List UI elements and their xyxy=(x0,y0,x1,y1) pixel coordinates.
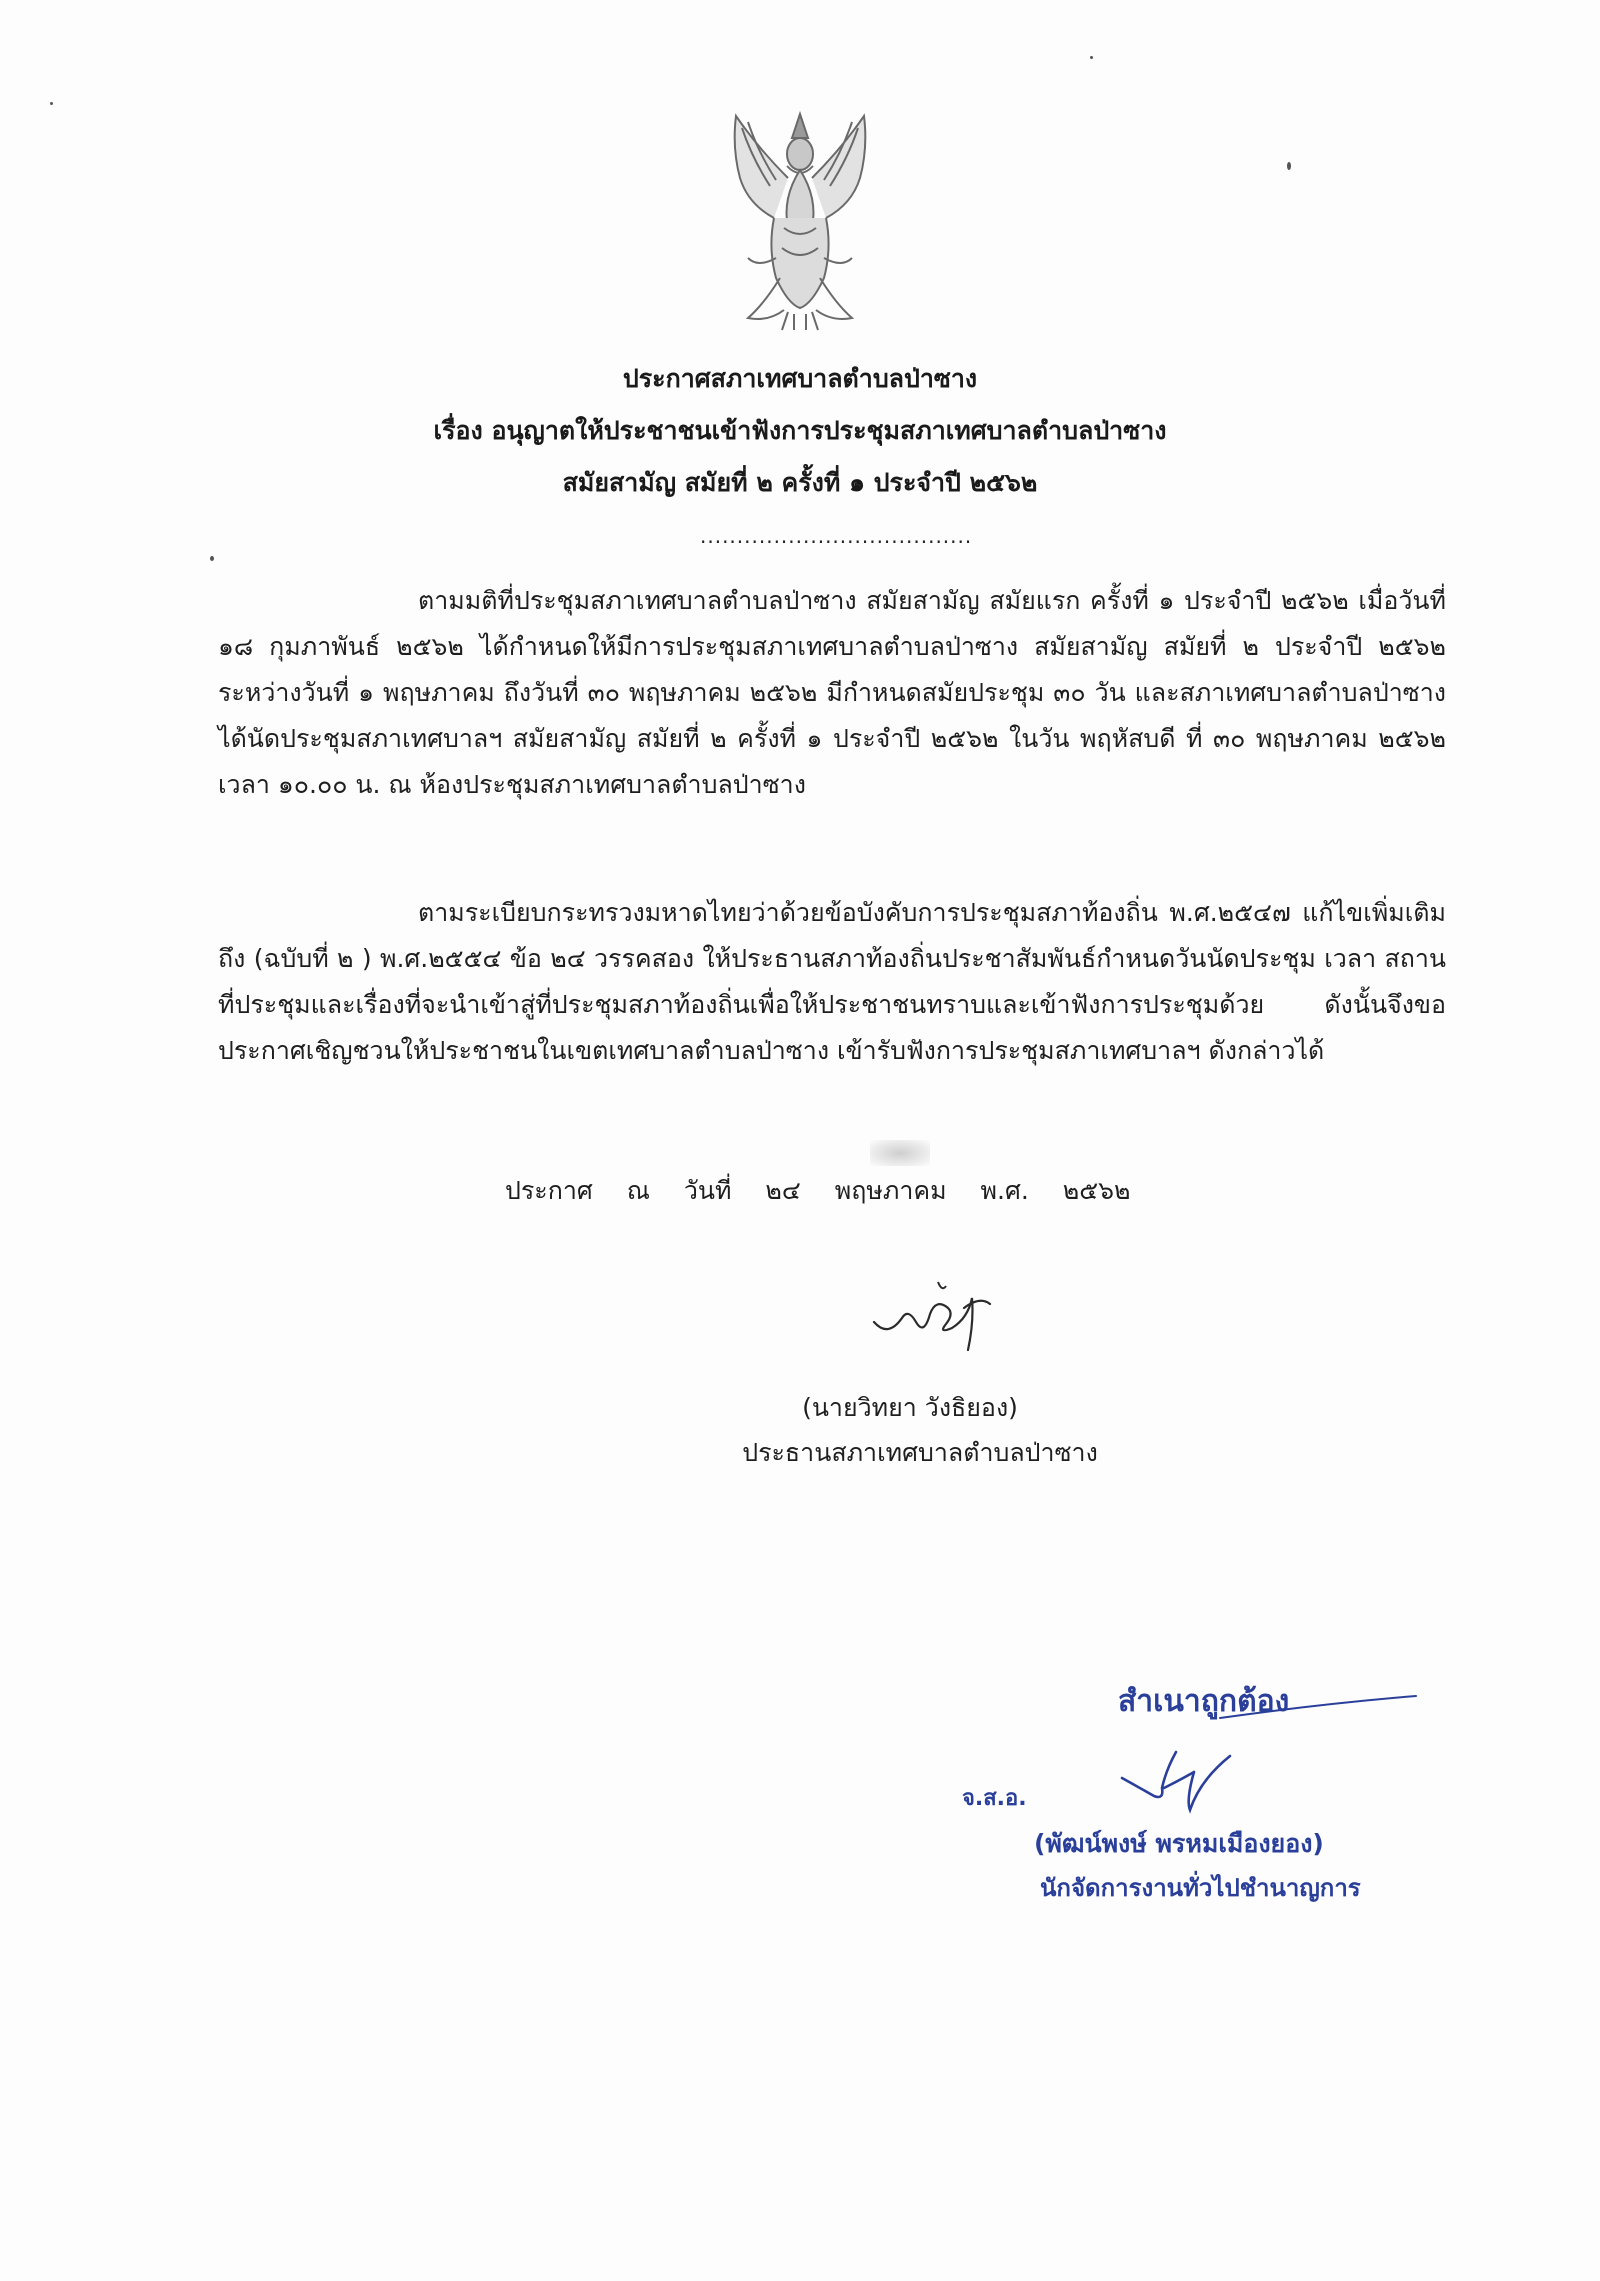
scan-speck xyxy=(210,556,214,561)
scan-speck xyxy=(1287,162,1291,170)
scan-speck xyxy=(1090,56,1093,59)
announcement-date: ประกาศ ณ วันที่ ๒๔ พฤษภาคม พ.ศ. ๒๕๖๒ xyxy=(505,1176,1131,1205)
document-session: สมัยสามัญ สมัยที่ ๒ ครั้งที่ ๑ ประจำปี ๒๕๖๒ xyxy=(562,468,1038,497)
scan-speck xyxy=(50,102,53,105)
body-paragraph-1 xyxy=(218,578,1446,808)
officer-position: นักจัดการงานทั่วไปชำนาญการ xyxy=(1040,1874,1361,1902)
document-subject: เรื่อง อนุญาตให้ประชาชนเข้าฟังการประชุมสภาเทศบาลตำบลป่าซาง xyxy=(433,416,1167,445)
body-paragraph-2 xyxy=(218,890,1446,1074)
officer-initials: จ.ส.อ. xyxy=(962,1786,1027,1811)
paragraph-text: ตามระเบียบกระทรวงมหาดไทยว่าด้วยข้อบังคับการประชุมสภาท้องถิ่น พ.ศ.๒๕๔๗ แก้ไขเพิ่มเติมถึง (ฉบับที่ ๒ ) พ.ศ.๒๕๕๔ ข้อ ๒๔ วรรคสอง ให้ประธานสภาท้องถิ่นประชาสัมพันธ์กำหนดวันนัดประชุม เวลา สถานที่ประชุมและเรื่องที่จะนำเข้าสู่ที่ประชุมสภาท้องถิ่นเพื่อให้ประชาชนทราบและเข้าฟังการประชุมด้วย ดังนั้นจึงขอประกาศเชิญชวนให้ประชาชนในเขตเทศบาลตำบลป่าซาง เข้ารับฟังการประชุมสภาเทศบาลฯ ดังกล่าวได้ xyxy=(218,898,1446,1065)
certified-copy-label: สำเนาถูกต้อง xyxy=(1118,1684,1290,1719)
signer-position: ประธานสภาเทศบาลตำบลป่าซาง xyxy=(742,1438,1098,1467)
document-title: ประกาศสภาเทศบาลตำบลป่าซาง xyxy=(622,364,978,393)
signer-name: (นายวิทยา วังธิยอง) xyxy=(802,1393,1018,1422)
paragraph-text: ตามมติที่ประชุมสภาเทศบาลตำบลป่าซาง สมัยสามัญ สมัยแรก ครั้งที่ ๑ ประจำปี ๒๕๖๒ เมื่อวันที่ ๑๘ กุมภาพันธ์ ๒๕๖๒ ได้กำหนดให้มีการประชุมสภาเทศบาลตำบลป่าซาง สมัยสามัญ สมัยที่ ๒ ประจำปี ๒๕๖๒ ระหว่างวันที่ ๑ พฤษภาคม ถึงวันที่ ๓๐ พฤษภาคม ๒๕๖๒ มีกำหนดสมัยประชุม ๓๐ วัน และสภาเทศบาลตำบลป่าซาง ได้นัดประชุมสภาเทศบาลฯ สมัยสามัญ สมัยที่ ๒ ครั้งที่ ๑ ประจำปี ๒๕๖๒ ในวัน พฤหัสบดี ที่ ๓๐ พฤษภาคม ๒๕๖๒ เวลา ๑๐.๐๐ น. ณ ห้องประชุมสภาเทศบาลตำบลป่าซาง xyxy=(218,586,1446,799)
scan-smudge xyxy=(870,1140,930,1166)
garuda-emblem xyxy=(718,108,882,334)
certification-signature xyxy=(1120,1660,1420,1820)
officer-name: (พัฒน์พงษ์ พรหมเมืองยอง) xyxy=(1034,1829,1324,1858)
title-divider: ..................................... xyxy=(700,524,973,548)
chairman-signature xyxy=(868,1278,998,1358)
